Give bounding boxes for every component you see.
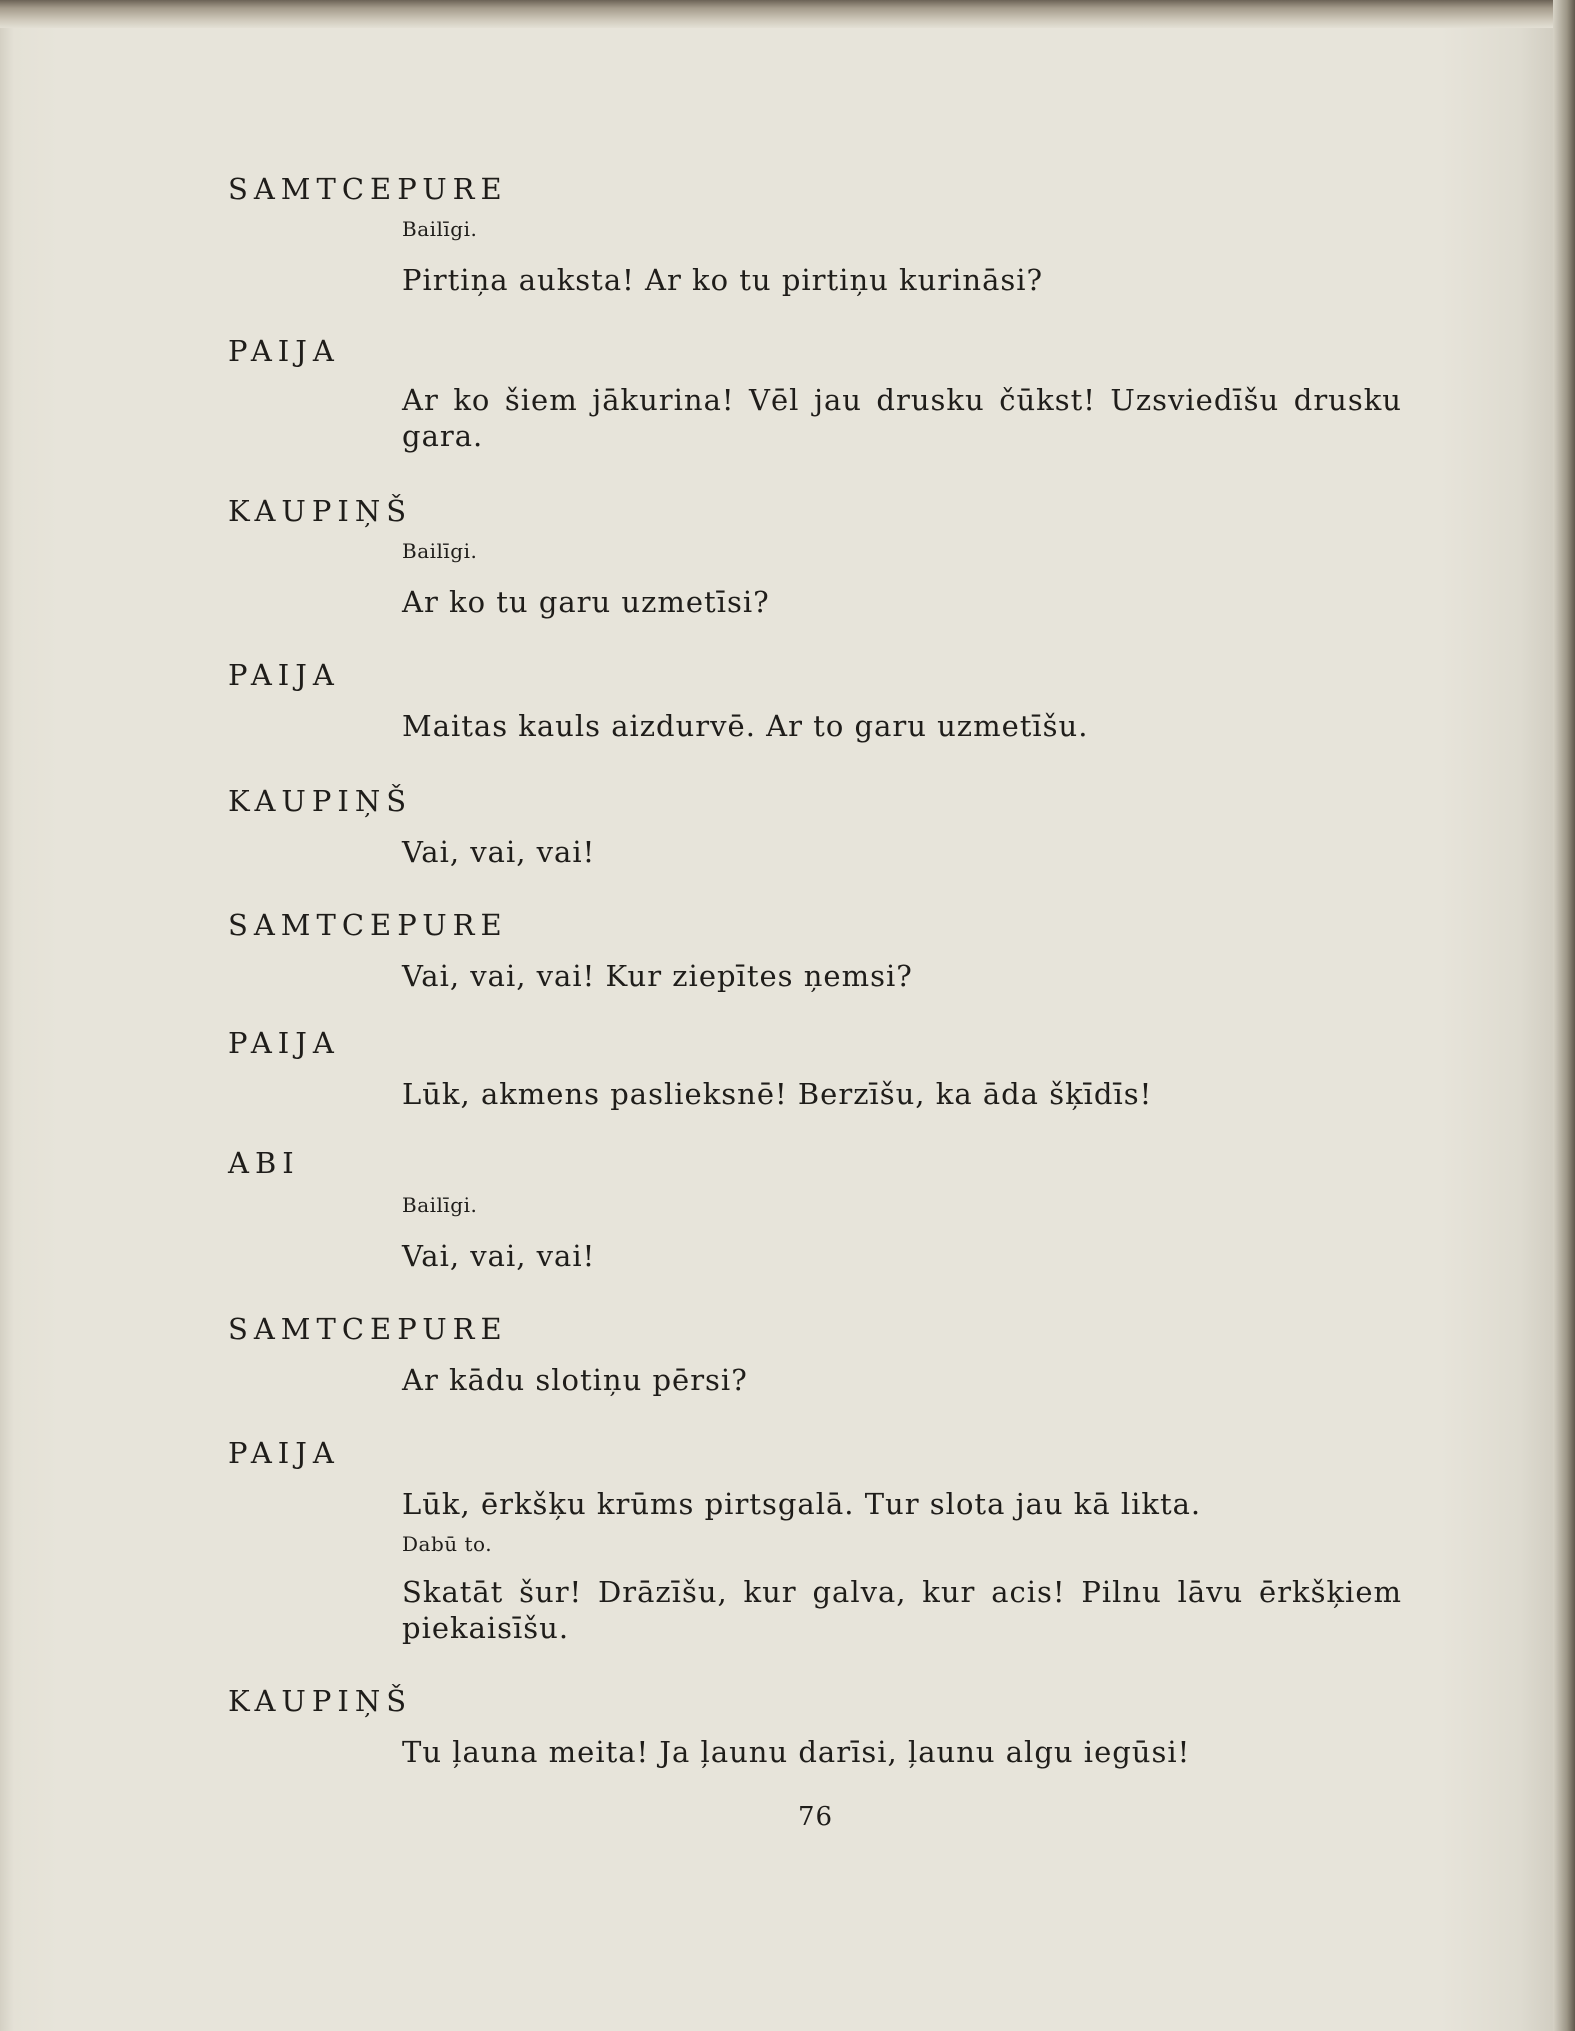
- page-number: 76: [798, 1802, 834, 1832]
- speaker-name: KAUPIŅŠ: [228, 784, 413, 818]
- dialogue-line: Ar ko tu garu uzmetīsi?: [402, 585, 770, 619]
- dialogue-line: Skatāt šur! Drāzīšu, kur galva, kur acis! Pilnu lāvu ērkšķiem piekaisīšu.: [402, 1575, 1402, 1645]
- speaker-name: PAIJA: [228, 1436, 340, 1470]
- stage-direction: Bailīgi.: [402, 217, 478, 241]
- speaker-name: PAIJA: [228, 1026, 340, 1060]
- dialogue-line: Vai, vai, vai! Kur ziepītes ņemsi?: [402, 959, 913, 993]
- speaker-name: SAMTCEPURE: [228, 1312, 508, 1346]
- stage-direction: Dabū to.: [402, 1532, 493, 1556]
- book-spine-edge: [1553, 0, 1575, 2031]
- dialogue-line: Vai, vai, vai!: [402, 835, 596, 869]
- speaker-name: SAMTCEPURE: [228, 172, 508, 206]
- dialogue-line: Vai, vai, vai!: [402, 1239, 596, 1273]
- speaker-name: KAUPIŅŠ: [228, 494, 413, 528]
- dialogue-line: Ar kādu slotiņu pērsi?: [402, 1363, 748, 1397]
- speaker-name: KAUPIŅŠ: [228, 1684, 413, 1718]
- page-top-edge: [0, 0, 1575, 28]
- speaker-name: PAIJA: [228, 658, 340, 692]
- stage-direction: Bailīgi.: [402, 539, 478, 563]
- speaker-name: PAIJA: [228, 334, 340, 368]
- dialogue-line: Lūk, akmens paslieksnē! Berzīšu, ka āda šķīdīs!: [402, 1077, 1153, 1111]
- dialogue-line: Ar ko šiem jākurina! Vēl jau drusku čūkst! Uzsviedīšu drusku gara.: [402, 383, 1402, 453]
- dialogue-line: Maitas kauls aizdurvē. Ar to garu uzmetīšu.: [402, 709, 1089, 743]
- dialogue-line: Tu ļauna meita! Ja ļaunu darīsi, ļaunu algu iegūsi!: [402, 1735, 1191, 1769]
- dialogue-line: Pirtiņa auksta! Ar ko tu pirtiņu kurināsi?: [402, 263, 1044, 297]
- stage-direction: Bailīgi.: [402, 1193, 478, 1217]
- speaker-name: ABI: [228, 1146, 300, 1180]
- speaker-name: SAMTCEPURE: [228, 908, 508, 942]
- dialogue-line: Lūk, ērkšķu krūms pirtsgalā. Tur slota jau kā likta.: [402, 1487, 1202, 1521]
